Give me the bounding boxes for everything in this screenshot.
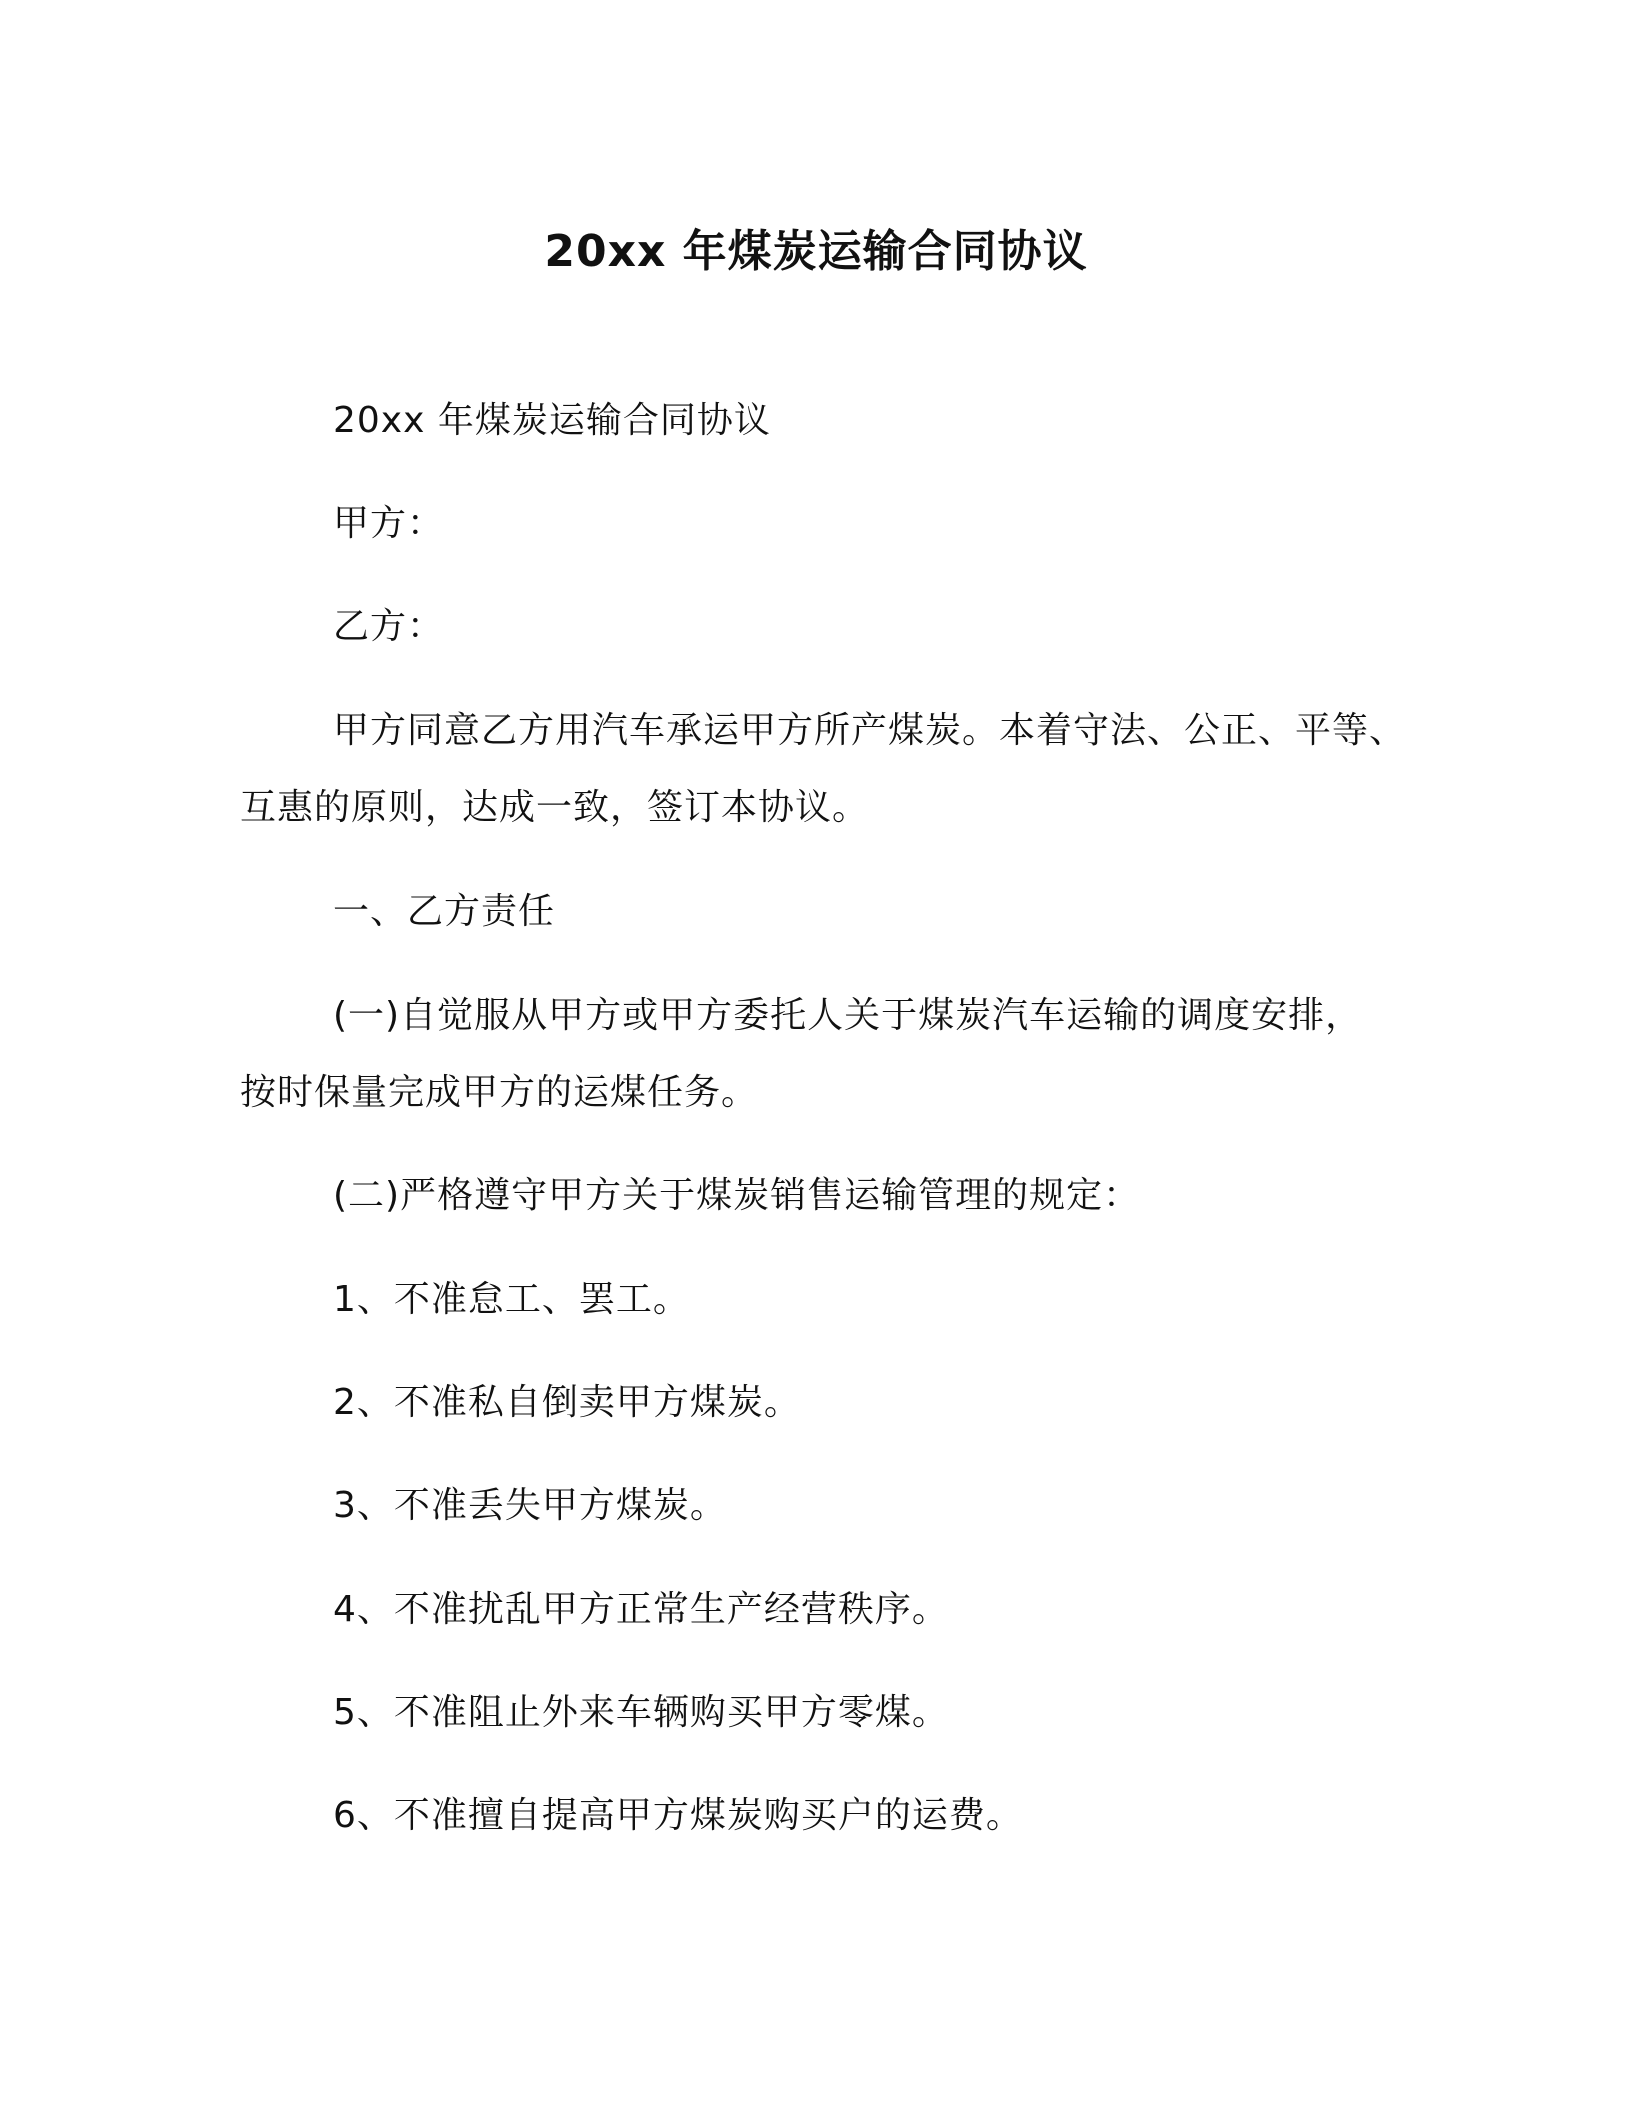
party-b-label: 乙方： (333, 606, 445, 647)
party-a-label: 甲方： (333, 503, 445, 544)
clause-1-line-2: 按时保量完成甲方的运煤任务。 (240, 1072, 759, 1113)
clause-2: (二)严格遵守甲方关于煤炭销售运输管理的规定： (333, 1175, 1141, 1216)
list-item: 2、不准私自倒卖甲方煤炭。 (333, 1382, 801, 1423)
intro-paragraph-line-2: 互惠的原则，达成一致，签订本协议。 (240, 787, 870, 828)
list-item: 1、不准怠工、罢工。 (333, 1279, 690, 1320)
list-item: 5、不准阻止外来车辆购买甲方零煤。 (333, 1692, 949, 1733)
section-heading: 一、乙方责任 (333, 891, 556, 932)
clause-1-line-1: (一)自觉服从甲方或甲方委托人关于煤炭汽车运输的调度安排， (333, 995, 1363, 1036)
contract-subtitle: 20xx 年煤炭运输合同协议 (333, 400, 771, 441)
list-item: 4、不准扰乱甲方正常生产经营秩序。 (333, 1589, 949, 1630)
document-title: 20xx 年煤炭运输合同协议 (544, 226, 1088, 277)
intro-paragraph-line-1: 甲方同意乙方用汽车承运甲方所产煤炭。本着守法、公正、平等、 (333, 710, 1407, 751)
list-item: 6、不准擅自提高甲方煤炭购买户的运费。 (333, 1795, 1023, 1836)
list-item: 3、不准丢失甲方煤炭。 (333, 1485, 727, 1526)
